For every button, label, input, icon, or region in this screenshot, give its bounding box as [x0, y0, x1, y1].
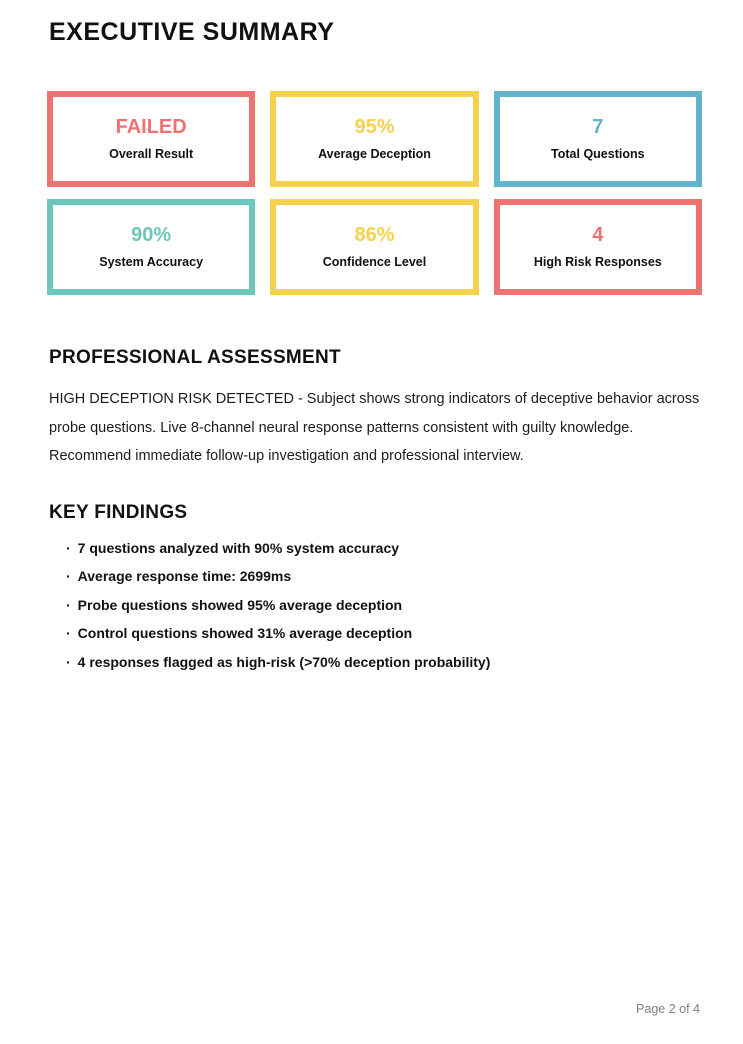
- finding-item: [49, 626, 700, 640]
- metric-card-confidence-level: [270, 199, 478, 295]
- finding-text: Control questions showed 31% average deception: [77, 625, 413, 641]
- page-number: Page 2 of 4: [636, 1002, 700, 1016]
- metric-card-average-deception: [270, 91, 478, 187]
- bullet-icon: ·: [66, 653, 71, 670]
- metric-card-high-risk-responses: [494, 199, 702, 295]
- metric-label: Overall Result: [109, 147, 194, 162]
- finding-text: Average response time: 2699ms: [77, 568, 292, 584]
- metric-value: 86%: [354, 224, 395, 247]
- key-findings-heading: KEY FINDINGS: [49, 501, 188, 523]
- metric-label: Average Deception: [318, 147, 431, 162]
- finding-text: 7 questions analyzed with 90% system accuracy: [77, 539, 400, 556]
- bullet-icon: ·: [66, 539, 71, 556]
- finding-item: [49, 598, 700, 612]
- finding-item: [49, 655, 700, 669]
- finding-text: Probe questions showed 95% average deception: [77, 596, 403, 613]
- bullet-icon: ·: [66, 625, 71, 641]
- professional-assessment-text: HIGH DECEPTION RISK DETECTED - Subject shows strong indicators of deceptive behavior across probe questions. Live 8-channel neural response patterns consistent with guilty knowledge. Recommend immediate follow-up investigation and professional interview.: [49, 391, 700, 464]
- metric-value: 4: [592, 224, 604, 247]
- bullet-icon: ·: [66, 596, 71, 613]
- metric-cards-grid: [47, 91, 702, 295]
- professional-assessment-heading: PROFESSIONAL ASSESSMENT: [49, 347, 341, 368]
- metric-label: Confidence Level: [322, 255, 427, 270]
- finding-item: [49, 541, 700, 555]
- metric-card-total-questions: [494, 91, 702, 187]
- finding-item: [49, 569, 700, 583]
- metric-value: 90%: [131, 224, 172, 247]
- key-findings-list: [49, 541, 700, 669]
- bullet-icon: ·: [66, 568, 71, 584]
- metric-card-overall-result: [47, 91, 255, 187]
- metric-value: 95%: [354, 116, 395, 139]
- finding-text: 4 responses flagged as high-risk (>70% deception probability): [77, 653, 491, 670]
- metric-value: 7: [592, 116, 604, 139]
- metric-card-system-accuracy: [47, 199, 255, 295]
- metric-value: FAILED: [115, 116, 187, 139]
- metric-label: System Accuracy: [99, 255, 204, 270]
- page-title: EXECUTIVE SUMMARY: [49, 18, 335, 46]
- metric-label: Total Questions: [551, 147, 645, 162]
- metric-label: High Risk Responses: [533, 255, 662, 270]
